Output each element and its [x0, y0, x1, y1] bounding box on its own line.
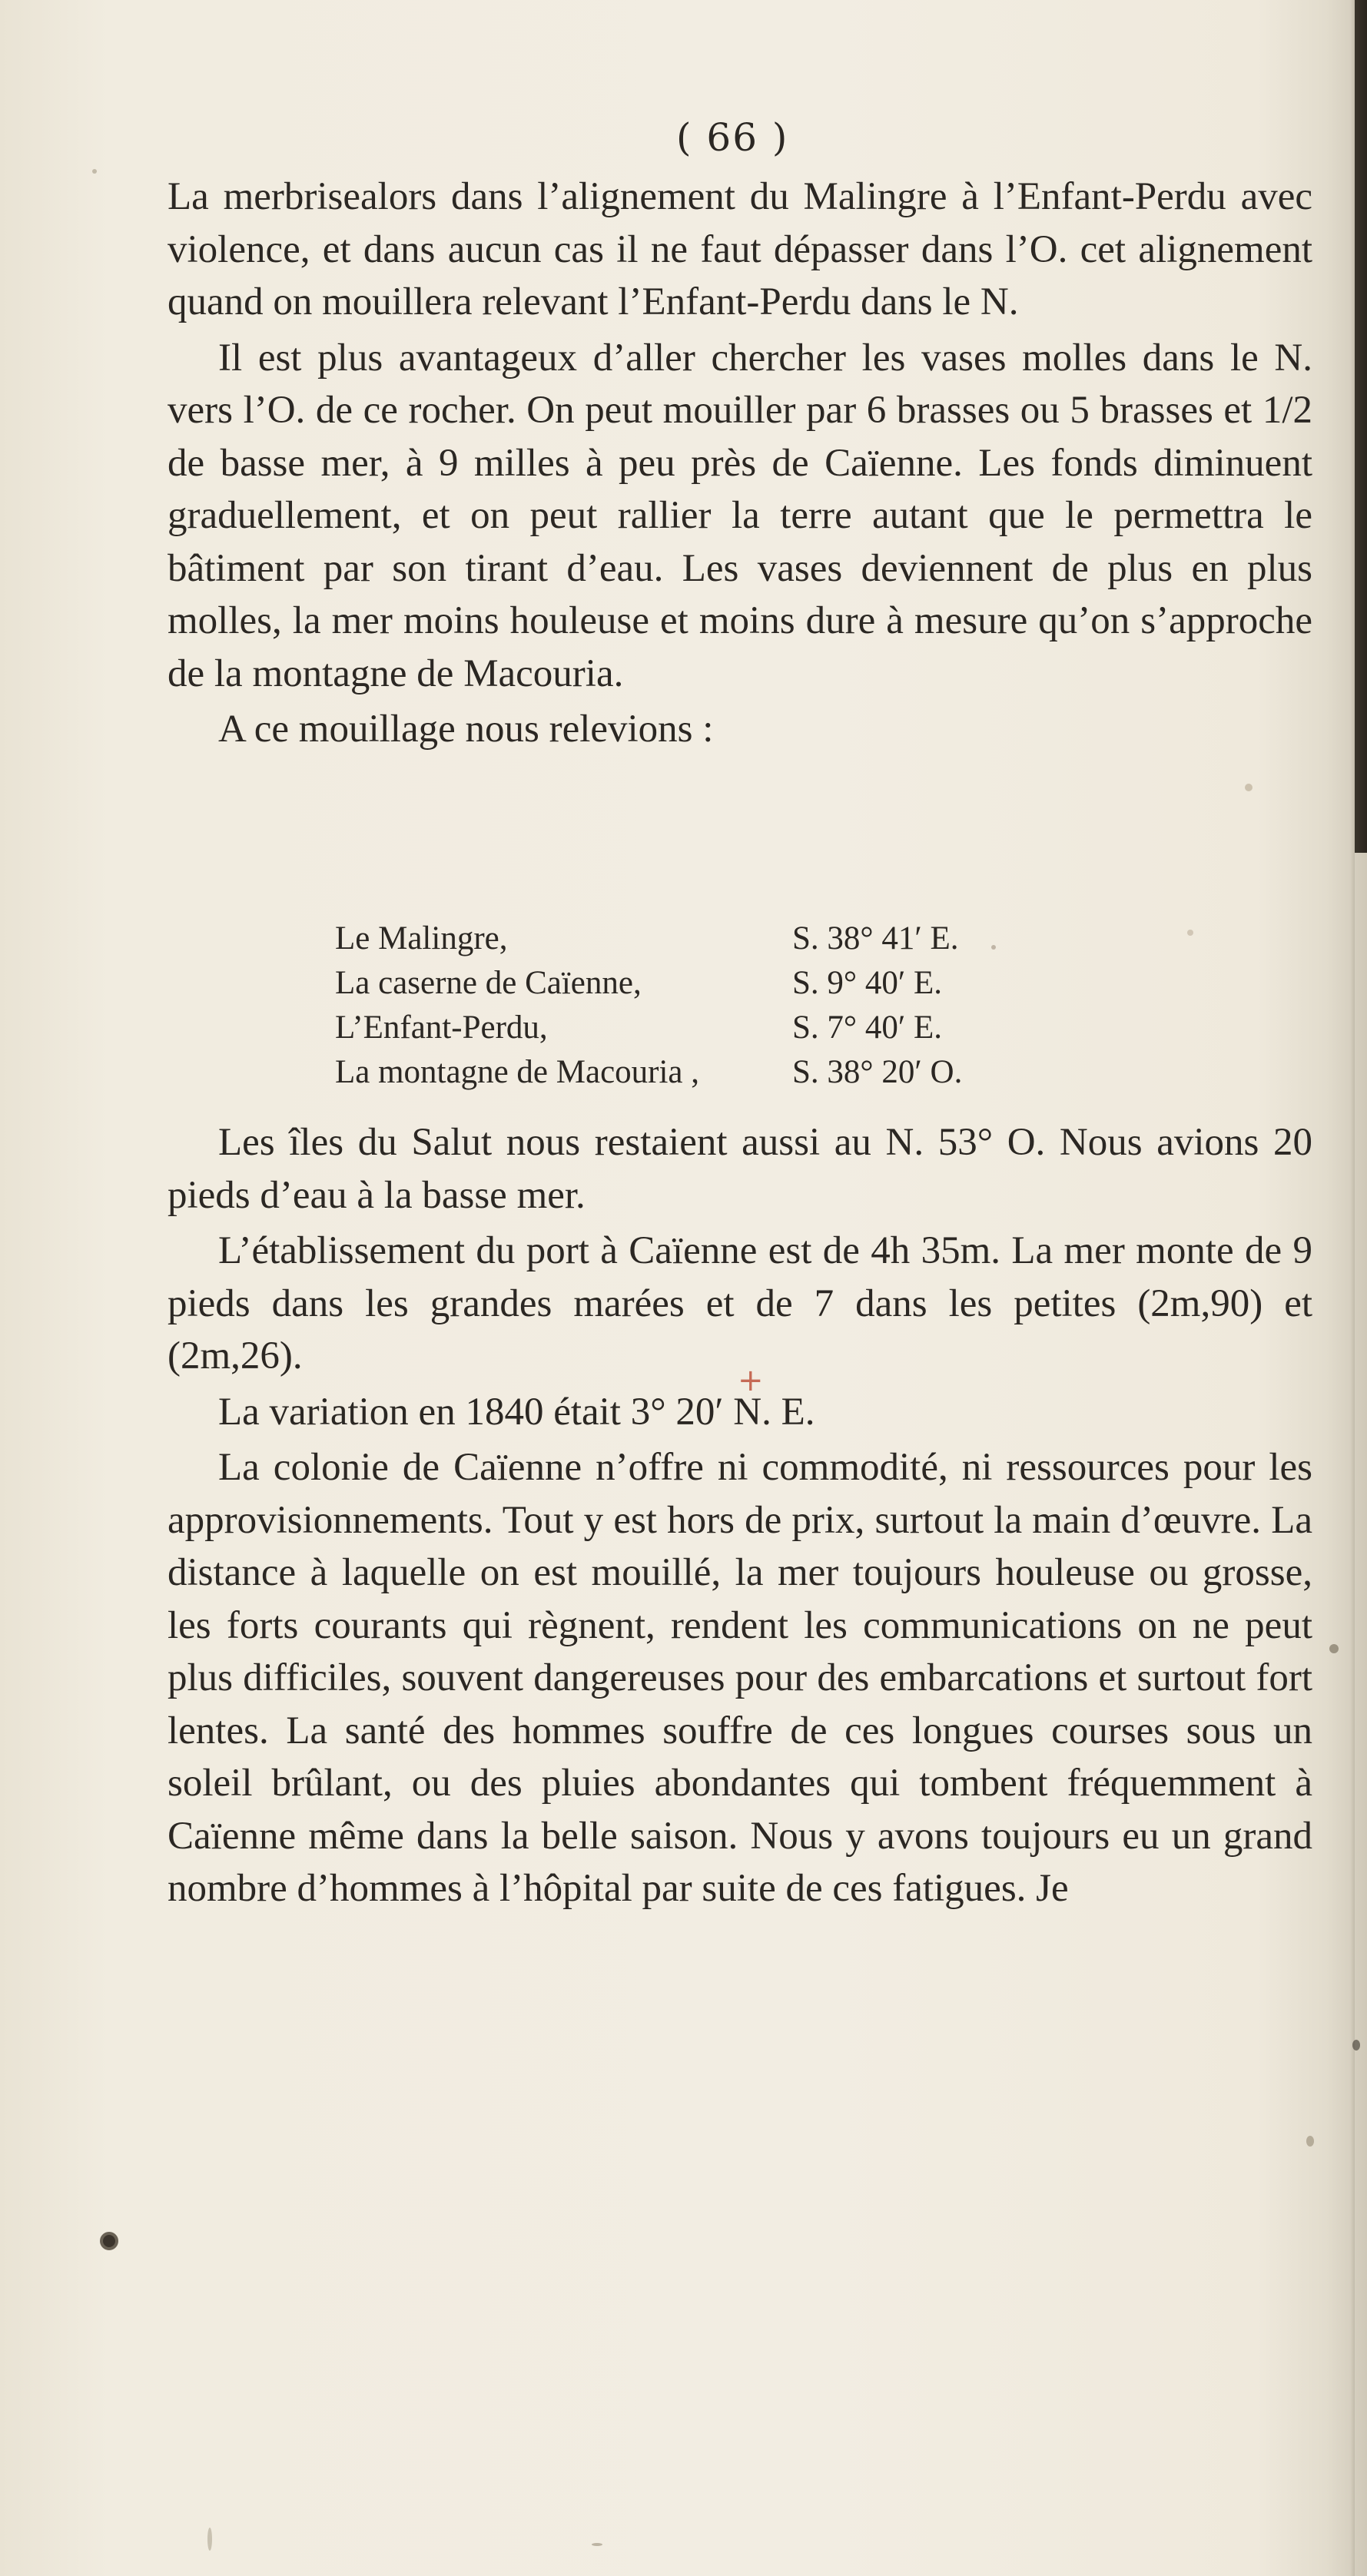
bearing-row	[335, 1050, 962, 1095]
page-edge-gradient	[1350, 0, 1355, 2576]
binding-hole	[100, 2232, 118, 2250]
paragraph: Il est plus avantageux d’aller chercher les vases molles dans le N. vers l’O. de ce rocher. On peut mouiller par 6 brasses ou 5 brasses et 1/2 de basse mer, à 9 milles à peu près de Caïenne. Les fonds diminuent graduellement, et on peut rallier la terre autant que le permettra le bâtiment par son tirant d’eau. Les vases deviennent de plus en plus molles, la mer moins houleuse et moins dure à mesure qu’on s’approche de la montagne de Macouria.	[168, 336, 1312, 695]
paragraph: La variation en 1840 était 3° 20′ N. E.	[218, 1390, 815, 1434]
upper-text-block	[168, 171, 1312, 759]
paper-speck	[1245, 784, 1253, 791]
paragraph: L’établissement du port à Caïenne est de 4h 35m. La mer monte de 9 pieds dans les grandes marées et de 7 dans les petites (2m,90) et (2m,26).	[168, 1229, 1312, 1378]
paper-speck	[207, 2528, 212, 2551]
bearing-value: S. 38° 41′ E.	[792, 920, 959, 956]
paragraph: A ce mouillage nous relevions :	[218, 708, 714, 751]
bearing-value: S. 9° 40′ E.	[792, 965, 943, 1001]
paragraph: La colonie de Caïenne n’offre ni commodité, ni ressources pour les approvisionnements. Tout y est hors de prix, surtout la main d’œuvre. La distance à laquelle on est mouillé, la mer toujours houleuse ou grosse, les forts courants qui règnent, rendent les communications on ne peut plus difficiles, souvent dangereuses pour des embarcations et surtout fort lentes. La santé des hommes souffre de ces longues courses sous un soleil brûlant, ou des pluies abondantes qui tombent fréquemment à Caïenne même dans la belle saison. Nous y avons toujours eu un grand nombre d’hommes à l’hôpital par suite de ces fatigues. Je	[168, 1446, 1312, 1910]
bearing-row	[335, 1006, 962, 1050]
page-number: ( 66 )	[676, 115, 789, 160]
bearing-landmark: L’Enfant-Perdu,	[335, 1010, 548, 1046]
paragraph: La merbrisealors dans l’alignement du Malingre à l’Enfant-Perdu avec violence, et dans aucun cas il ne faut dépasser dans l’O. cet alignement quand on mouillera relevant l’Enfant-Perdu dans le N.	[168, 175, 1312, 323]
paper-speck	[1187, 930, 1193, 936]
bearing-landmark: La caserne de Caïenne,	[335, 965, 642, 1001]
bearings-table	[335, 917, 962, 1095]
lower-text-block	[168, 1116, 1312, 1918]
bearing-value: S. 38° 20′ O.	[792, 1054, 963, 1090]
paper-speck	[92, 169, 97, 174]
bearing-landmark: Le Malingre,	[335, 920, 508, 956]
bearing-value: S. 7° 40′ E.	[792, 1010, 943, 1046]
paper-speck	[1352, 2040, 1360, 2051]
bearing-row	[335, 917, 962, 961]
paragraph: Les îles du Salut nous restaient aussi au N. 53° O. Nous avions 20 pieds d’eau à la basse mer.	[168, 1121, 1312, 1217]
red-ink-mark: +	[738, 1363, 764, 1398]
paper-speck	[1329, 1644, 1339, 1653]
page-edge-shadow	[1355, 0, 1367, 853]
bearing-landmark: La montagne de Macouria ,	[335, 1054, 700, 1090]
paper-speck	[592, 2543, 602, 2546]
paper-speck	[1306, 2136, 1314, 2147]
bearing-row	[335, 961, 962, 1006]
paper-speck	[991, 945, 996, 950]
